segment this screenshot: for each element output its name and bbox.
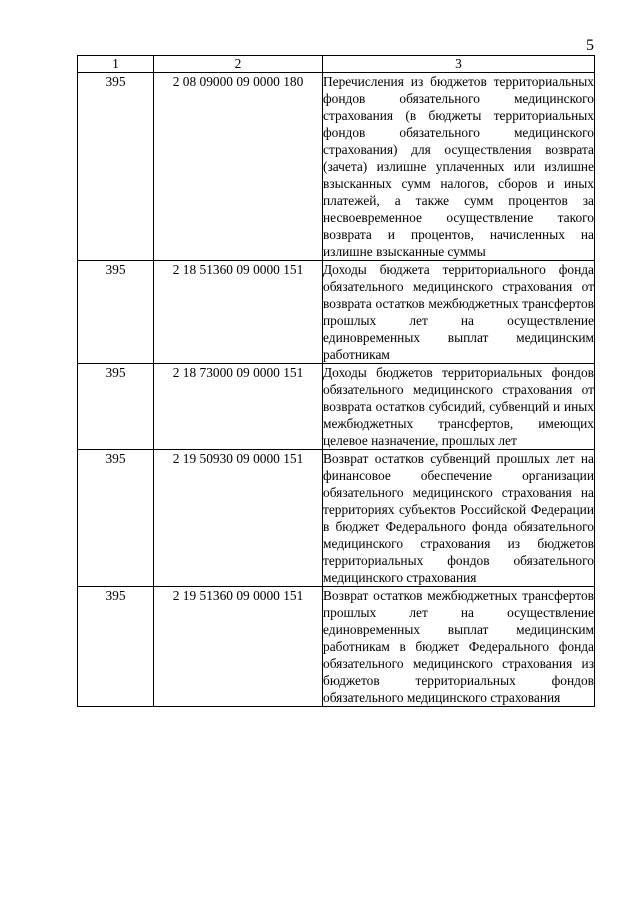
budget-code-cell: 2 19 51360 09 0000 151 — [154, 587, 323, 707]
column-header-1: 1 — [78, 56, 154, 73]
admin-code-cell: 395 — [78, 73, 154, 261]
description-cell: Возврат остатков субвенций прошлых лет на финансовое обеспечение организации обязательного медицинского страхования на территориях субъектов Российской Федерации в бюджет Федерального фонда обязательного медицинского страхования из бюджетов территориальных фондов обязательного медицинского страхования — [323, 451, 594, 585]
admin-code-cell: 395 — [78, 364, 154, 450]
budget-codes-table — [77, 55, 595, 707]
table-row — [78, 364, 595, 450]
table-header-row — [78, 56, 595, 73]
budget-code-cell: 2 08 09000 09 0000 180 — [154, 73, 323, 261]
description-cell: Доходы бюджета территориального фонда обязательного медицинского страхования от возврата остатков межбюджетных трансфертов прошлых лет на осуществление единовременных выплат медицинским работникам — [323, 262, 594, 362]
budget-code-cell: 2 18 51360 09 0000 151 — [154, 261, 323, 364]
column-header-3: 3 — [323, 56, 595, 73]
admin-code-cell: 395 — [78, 450, 154, 587]
description-cell: Возврат остатков межбюджетных трансфертов прошлых лет на осуществление единовременных выплат медицинским работникам в бюджет Федерального фонда обязательного медицинского страхования из бюджетов территориальных фондов обязательного медицинского страхования — [323, 588, 594, 705]
page-number: 5 — [586, 37, 594, 54]
budget-code-cell: 2 18 73000 09 0000 151 — [154, 364, 323, 450]
column-header-2: 2 — [154, 56, 323, 73]
table-row — [78, 450, 595, 587]
table-row — [78, 73, 595, 261]
admin-code-cell: 395 — [78, 587, 154, 707]
description-cell: Доходы бюджетов территориальных фондов обязательного медицинского страхования от возврата остатков субсидий, субвенций и иных межбюджетных трансфертов, имеющих целевое назначение, прошлых лет — [323, 365, 594, 448]
budget-code-cell: 2 19 50930 09 0000 151 — [154, 450, 323, 587]
table-row — [78, 587, 595, 707]
description-cell: Перечисления из бюджетов территориальных фондов обязательного медицинского страхования (в бюджеты территориальных фондов обязательного медицинского страхования) для осуществления возврата (зачета) излишне уплаченных или излишне взысканных сумм налогов, сборов и иных платежей, а также сумм процентов за несвоевременное осуществление такого возврата и процентов, начисленных на излишне взысканные суммы — [323, 74, 594, 259]
table-row — [78, 261, 595, 364]
admin-code-cell: 395 — [78, 261, 154, 364]
